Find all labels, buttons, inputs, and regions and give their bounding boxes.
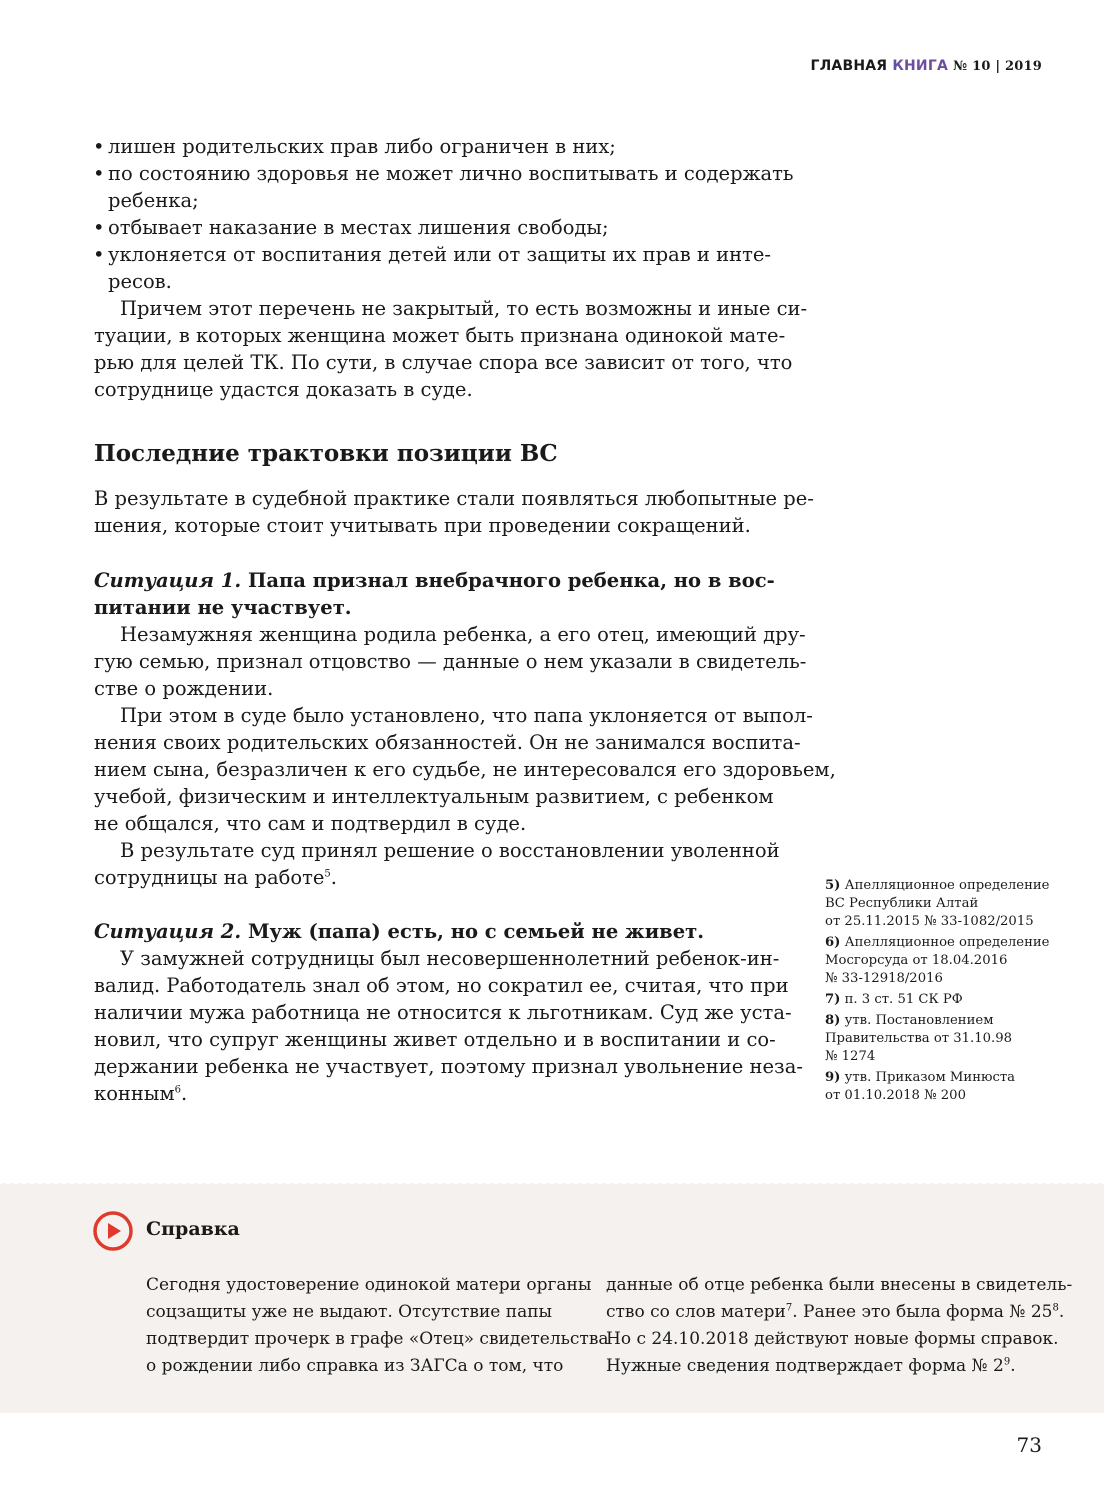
- paragraph-line: рью для целей ТК. По сути, в случае спора все зависит от того, что: [94, 351, 793, 374]
- footnote-ref[interactable]: 5: [324, 868, 331, 880]
- reference-left-column: [146, 1272, 609, 1380]
- paragraph-line: В результате в судебной практике стали появляться любопытные ре-: [94, 487, 814, 510]
- text: Апелляционное определение: [844, 935, 1050, 950]
- paragraph-line: нения своих родительских обязанностей. Он не занимался воспита-: [94, 731, 801, 754]
- situation-title: Муж (папа) есть, но с семьей не живет.: [247, 920, 705, 943]
- paragraph-line: Но с 24.10.2018 действуют новые формы справок.: [606, 1329, 1059, 1349]
- paragraph-line: данные об отце ребенка были внесены в свидетель-: [606, 1275, 1073, 1295]
- situation-label: Ситуация 2.: [94, 920, 242, 943]
- page-number: 73: [1016, 1433, 1042, 1457]
- text: от 01.10.2018 № 200: [825, 1088, 966, 1103]
- bullet-item: • отбывает наказание в местах лишения свободы;: [94, 214, 771, 241]
- paragraph-line: Причем этот перечень не закрытый, то есть возможны и иные си-: [120, 297, 808, 320]
- situation-2: [94, 918, 803, 1107]
- brand-kniga: КНИГА: [892, 58, 948, 74]
- footnote-num: 5): [825, 878, 841, 893]
- footnote-8: [825, 1012, 1065, 1066]
- paragraph-line: [94, 1080, 771, 1107]
- footnote-ref[interactable]: 8: [1052, 1302, 1059, 1314]
- paragraph-line: не общался, что сам и подтвердил в суде.: [94, 812, 527, 835]
- text: Мосгорсуда от 18.04.2016: [825, 953, 1008, 968]
- situation-label: Ситуация 1.: [94, 569, 242, 592]
- text: от 25.11.2015 № 33-1082/2015: [825, 914, 1034, 929]
- section-heading: Последние трактовки позиции ВС: [94, 440, 558, 467]
- situation-heading: [94, 918, 771, 945]
- text: конным: [94, 1082, 175, 1105]
- bullet-item: • лишен родительских прав либо ограничен в них;: [94, 133, 771, 160]
- paragraph-line: о рождении либо справка из ЗАГСа о том, что: [146, 1356, 564, 1376]
- issue-number: № 10 | 2019: [953, 59, 1042, 74]
- paragraph-line: учебой, физическим и интеллектуальным развитием, с ребенком: [94, 785, 774, 808]
- text: сотрудницы на работе: [94, 866, 325, 889]
- paragraph-line: гую семью, признал отцовство — данные о нем указали в свидетель-: [94, 650, 807, 673]
- text: .: [330, 866, 337, 889]
- footnote-7: [825, 991, 1065, 1009]
- text: Апелляционное определение: [844, 878, 1050, 893]
- footnote-ref[interactable]: 6: [174, 1084, 181, 1096]
- paragraph-line: шения, которые стоит учитывать при проведении сокращений.: [94, 514, 751, 537]
- brand-glavnaya: ГЛАВНАЯ: [810, 58, 888, 74]
- paragraph-line: Сегодня удостоверение одинокой матери органы: [146, 1275, 592, 1295]
- footnote-5: [825, 877, 1065, 931]
- situation-1: [94, 567, 836, 891]
- footnote-ref[interactable]: 7: [785, 1302, 793, 1314]
- footnotes: [825, 877, 1065, 1108]
- paragraph-line: Незамужняя женщина родила ребенка, а его отец, имеющий дру-: [120, 623, 806, 646]
- paragraph-line: наличии мужа работница не относится к льготникам. Суд же уста-: [94, 1001, 792, 1024]
- reference-right-column: [606, 1272, 1073, 1380]
- play-circle-icon: [92, 1210, 134, 1252]
- footnote-num: 8): [825, 1013, 841, 1028]
- reference-title: Справка: [146, 1218, 240, 1240]
- bullet-item: • уклоняется от воспитания детей или от защиты их прав и инте-: [94, 241, 771, 268]
- situation-title: питании не участвует.: [94, 596, 352, 619]
- paragraph-line: У замужней сотрудницы был несовершеннолетний ребенок-ин-: [120, 947, 780, 970]
- text: .: [180, 1082, 188, 1105]
- bullet-item-cont: ребенка;: [108, 189, 199, 212]
- paragraph-line: новил, что супруг женщины живет отдельно и в воспитании и со-: [94, 1028, 776, 1051]
- footnote-6: [825, 934, 1065, 988]
- text: ство со слов матери: [606, 1302, 786, 1322]
- wavy-edge: [0, 1181, 1104, 1189]
- text: утв. Постановлением: [844, 1013, 994, 1028]
- text: . Ранее это была форма № 25: [792, 1302, 1053, 1322]
- text: .: [1058, 1302, 1065, 1322]
- paragraph-line: В результате суд принял решение о восстановлении уволенной: [120, 839, 780, 862]
- paragraph-line: стве о рождении.: [94, 677, 274, 700]
- paragraph-line: [606, 1353, 1046, 1380]
- text: № 33-12918/2016: [825, 971, 943, 986]
- paragraph-line: держании ребенка не участвует, поэтому признал увольнение неза-: [94, 1055, 803, 1078]
- paragraph-line: соцзащиты уже не выдают. Отсутствие папы: [146, 1302, 553, 1322]
- paragraph-line: [94, 864, 771, 891]
- paragraph-line: нием сына, безразличен к его судьбе, не интересовался его здоровьем,: [94, 758, 836, 781]
- paragraph-line: [606, 1299, 1065, 1326]
- bullet-item: • по состоянию здоровья не может лично воспитывать и содержать: [94, 160, 771, 187]
- paragraph-line: туации, в которых женщина может быть признана одинокой мате-: [94, 324, 786, 347]
- footnote-9: [825, 1069, 1065, 1105]
- text: Правительства от 31.10.98: [825, 1031, 1012, 1046]
- footnote-num: 6): [825, 935, 841, 950]
- intro-paragraph: [94, 485, 814, 539]
- footnote-num: 9): [825, 1070, 841, 1085]
- paragraph-line: сотруднице удастся доказать в суде.: [94, 378, 473, 401]
- text: Нужные сведения подтверждает форма № 2: [606, 1356, 1004, 1376]
- situation-title: Папа признал внебрачного ребенка, но в вос-: [247, 569, 775, 592]
- text: утв. Приказом Минюста: [844, 1070, 1016, 1085]
- paragraph-line: подтвердит прочерк в графе «Отец» свидетельства: [146, 1329, 609, 1349]
- paragraph-line: При этом в суде было установлено, что папа уклоняется от выпол-: [120, 704, 813, 727]
- text: ВС Республики Алтай: [825, 896, 979, 911]
- footnote-num: 7): [825, 992, 841, 1007]
- footnote-ref[interactable]: 9: [1003, 1356, 1011, 1368]
- paragraph-line: валид. Работодатель знал об этом, но сократил ее, считая, что при: [94, 974, 789, 997]
- text: № 1274: [825, 1049, 876, 1064]
- bullet-item-cont: ресов.: [108, 270, 172, 293]
- text: .: [1010, 1356, 1016, 1376]
- running-header: [810, 58, 1042, 74]
- situation-heading: [94, 567, 775, 594]
- bullet-list: [94, 133, 808, 403]
- text: п. 3 ст. 51 СК РФ: [844, 992, 963, 1007]
